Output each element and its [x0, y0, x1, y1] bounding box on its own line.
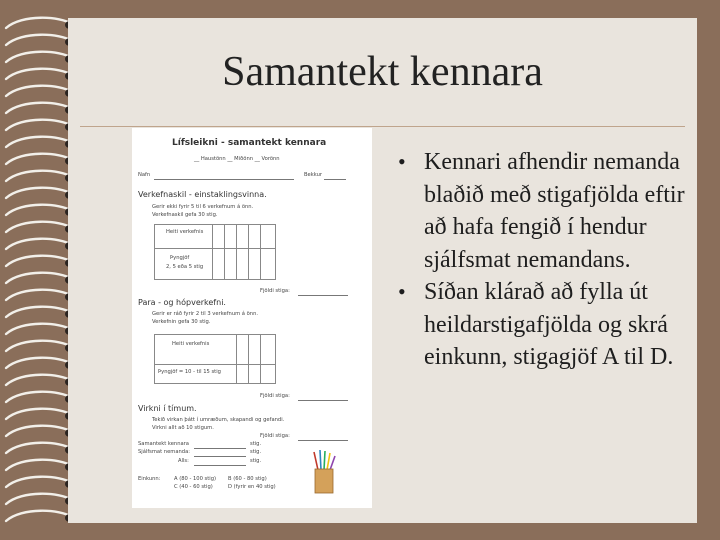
grid-line [212, 224, 213, 279]
section3-score-label: Fjöldi stiga: [260, 433, 290, 439]
section2-score-label: Fjöldi stiga: [260, 393, 290, 399]
slide-title: Samantekt kennara [222, 49, 543, 95]
summary-label: Samantekt kennara [138, 441, 189, 447]
grid-line [154, 364, 275, 365]
grades-label: Einkunn: [138, 476, 161, 482]
grid-line [248, 334, 249, 383]
section1-grid-label: Heiti verkefnis [166, 229, 204, 235]
spiral-ring [6, 69, 72, 79]
section1-bullet: Verkefnaskil gefa 30 stig. [152, 212, 218, 218]
section2-score-line [298, 400, 348, 401]
spiral-ring [6, 324, 72, 334]
spiral-ring [6, 188, 72, 198]
section2-grid-points: Þyngjöf = 10 - til 15 stig [158, 369, 221, 375]
spiral-ring [6, 35, 72, 45]
spiral-ring [6, 426, 72, 436]
summary-label: Alls: [178, 458, 189, 464]
section2-heading: Para - og hópverkefni. [138, 298, 226, 307]
bullet-item: • Síðan klárað að fylla út heildarstigafjölda og skrá einkunn, stigagjöf A til D. [396, 276, 696, 374]
worksheet-terms: __ Haustönn __ Miðönn __ Vorönn [194, 156, 280, 162]
grid-line [236, 224, 237, 279]
section2-bullet: Verkefnin gefa 30 stig. [152, 319, 211, 325]
grade-item: D (fyrir en 40 stig) [228, 484, 276, 490]
worksheet-title: Lífsleikni - samantekt kennara [172, 138, 327, 148]
worksheet-class-label: Bekkur [304, 172, 323, 178]
bullet-list [396, 146, 696, 374]
section2-grid-label: Heiti verkefnis [172, 341, 210, 347]
grid-line [260, 224, 261, 279]
summary-line [194, 448, 246, 449]
name-line [154, 179, 294, 180]
summary-line [194, 456, 246, 457]
section1-score-line [298, 295, 348, 296]
grade-item: B (60 - 80 stig) [228, 476, 267, 482]
section1-grid-points: 2, 5 eða 5 stig [166, 264, 204, 270]
pencil-cup-icon [310, 448, 338, 496]
section1-heading: Verkefnaskil - einstaklingsvinna. [138, 190, 267, 199]
spiral-ring [6, 477, 72, 487]
spiral-ring [6, 494, 72, 504]
grade-item: C (40 - 60 stig) [174, 484, 213, 490]
spiral-ring [6, 358, 72, 368]
section3-heading: Virkni í tímum. [138, 404, 197, 413]
worksheet-name-label: Nafn [138, 172, 151, 178]
worksheet-image [132, 128, 372, 508]
spiral-ring [6, 154, 72, 164]
spiral-ring [6, 375, 72, 385]
spiral-ring [6, 256, 72, 266]
summary-unit: stig. [250, 449, 262, 455]
spiral-ring [6, 52, 72, 62]
summary-unit: stig. [250, 441, 262, 447]
section1-grid-points: Þyngjöf [170, 255, 190, 261]
grid-line [224, 224, 225, 279]
title-divider [80, 126, 685, 127]
grid-line [154, 248, 275, 249]
section3-bullet: Tekið virkan þátt í umræðum, skapandi og gefandi. [152, 417, 285, 423]
spiral-ring [6, 120, 72, 130]
spiral-ring [6, 222, 72, 232]
spiral-ring [6, 409, 72, 419]
spiral-ring [6, 171, 72, 181]
section2-bullet: Gerir er ráð fyrir 2 til 3 verkefnum á önn. [152, 311, 259, 317]
summary-line [194, 465, 246, 466]
summary-label: Sjálfsmat nemanda: [138, 449, 191, 455]
grid-line [236, 334, 237, 383]
grid-line [248, 224, 249, 279]
section3-bullet: Virkni allt að 10 stigum. [152, 425, 214, 431]
spiral-ring [6, 103, 72, 113]
spiral-ring [6, 86, 72, 96]
spiral-ring [6, 443, 72, 453]
spiral-ring [6, 239, 72, 249]
grid-line [260, 334, 261, 383]
spiral-ring [6, 273, 72, 283]
bullet-item: • Kennari afhendir nemanda blaðið með stigafjölda eftir að hafa fengið í hendur sjálfsmat nemandans. [396, 146, 696, 276]
spiral-ring [6, 137, 72, 147]
section1-score-label: Fjöldi stiga: [260, 288, 290, 294]
spiral-ring [6, 18, 72, 28]
class-line [324, 179, 346, 180]
spiral-ring [6, 392, 72, 402]
grade-item: A (80 - 100 stig) [174, 476, 217, 482]
spiral-ring [6, 290, 72, 300]
spiral-ring [6, 460, 72, 470]
section3-score-line [298, 440, 348, 441]
section1-bullet: Gerir ekki fyrir 5 til 6 verkefnum á önn. [152, 204, 254, 210]
summary-unit: stig. [250, 458, 262, 464]
spiral-ring [6, 205, 72, 215]
spiral-ring [6, 341, 72, 351]
spiral-ring [6, 307, 72, 317]
spiral-ring [6, 511, 72, 521]
